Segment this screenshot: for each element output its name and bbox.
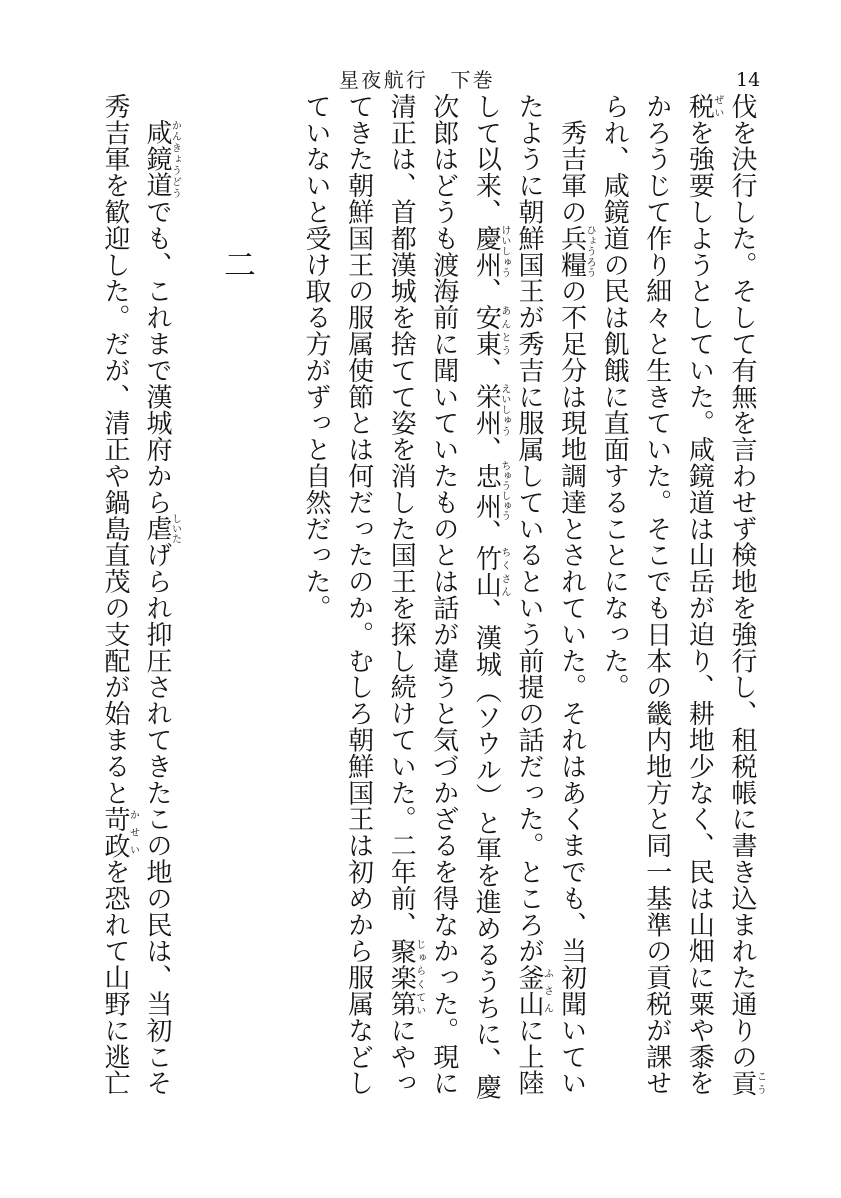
furigana: かせい: [127, 805, 139, 859]
ruby-base: 釜山: [514, 964, 544, 1018]
text-run: を強要しようとしていた。咸鏡道は山岳が迫り、耕地少なく、民は山畑に粟や黍を: [684, 119, 715, 1097]
ruby-base: 虐: [142, 513, 172, 544]
ruby-base: 忠州: [471, 460, 502, 521]
furigana: ちくさん: [498, 545, 510, 599]
furigana: しいた: [169, 513, 181, 544]
furigana: ぜい: [711, 93, 723, 120]
text-run: 、漢城（ソウル）と軍を進めるうちに、慶: [471, 598, 502, 1100]
text-run: でも、これまで漢城府から: [142, 198, 172, 516]
running-header-title: 星夜航行 下巻: [339, 68, 496, 92]
text-column: [92, 93, 138, 1123]
ruby-base: 咸鏡道: [142, 119, 172, 199]
ruby-base: 税: [684, 93, 715, 120]
ruby-base: 安東: [471, 304, 502, 358]
page-number: 14: [736, 69, 761, 91]
text-run: の不足分は現地調達とされていた。それはあくまでも、当初聞いてい: [556, 277, 587, 1097]
text-column: [134, 93, 180, 1123]
text-run: 伐を決行した。そして有無を言わせず検地を強行し、租税帳に書き込まれた通りの: [727, 93, 757, 1070]
furigana: かんきょうどう: [169, 119, 181, 199]
text-run: げられ抑圧されてきたこの地の民は、当初こそ: [142, 541, 172, 1097]
text-run: てきた朝鮮国王の服属使節とは何だったのか。むしろ朝鮮国王は初めから服属などし: [343, 93, 374, 1097]
furigana: ふさん: [541, 964, 553, 1018]
furigana: ひょうろう: [584, 225, 596, 278]
text-run: 、: [471, 519, 502, 546]
ruby-base: 兵糧: [556, 225, 587, 278]
text-run: して以来、: [471, 93, 502, 225]
text-run: 次郎はどうも渡海前に聞いていたものとは話が違うと気づかざるを得なかった。現に: [428, 93, 459, 1097]
furigana: こう: [754, 1069, 766, 1097]
text-run: ていないと受け取る方がずっと自然だった。: [301, 93, 331, 621]
furigana: あんとう: [498, 304, 510, 358]
text-run: にやっ: [386, 1017, 417, 1097]
ruby-base: 竹山: [471, 545, 502, 599]
text-run: 、: [471, 357, 502, 384]
section-heading-number: 二: [224, 246, 257, 284]
ruby-base: 貢: [727, 1069, 757, 1097]
ruby-base: 栄州: [471, 383, 502, 437]
text-run: かろうじて作り細々と生きていた。そこでも日本の畿内地方と同一基準の貢税が課せ: [641, 93, 672, 1097]
text-run: たように朝鮮国王が秀吉に服属しているという前提の話だった。ところが: [514, 93, 544, 965]
ruby-base: 慶州: [471, 225, 502, 278]
furigana: けいしゅう: [498, 225, 510, 278]
text-run: を恐れて山野に逃亡: [100, 858, 130, 1097]
text-run: 、: [471, 436, 502, 463]
text-run: 秀吉軍を歓迎した。だが、清正や鍋島直茂の支配が始まると: [100, 93, 130, 806]
text-run: られ、咸鏡道の民は飢餓に直面することになった。: [599, 93, 630, 701]
text-run: 清正は、首都漢城を捨てて姿を消した国王を探し続けていた。二年前、: [386, 93, 417, 938]
text-run: 、: [471, 277, 502, 305]
ruby-base: 聚楽第: [386, 937, 417, 1018]
ruby-word: [142, 513, 181, 544]
ruby-word: [100, 805, 139, 859]
furigana: ちゅうしゅう: [498, 460, 510, 521]
furigana: えいしゅう: [498, 383, 510, 437]
text-run: 秀吉軍の: [556, 93, 587, 225]
furigana: じゅらくてい: [413, 937, 425, 1018]
ruby-base: 苛政: [100, 805, 130, 859]
ruby-word: [142, 119, 181, 199]
text-run: に上陸: [514, 1017, 544, 1097]
text-run: [142, 93, 172, 119]
